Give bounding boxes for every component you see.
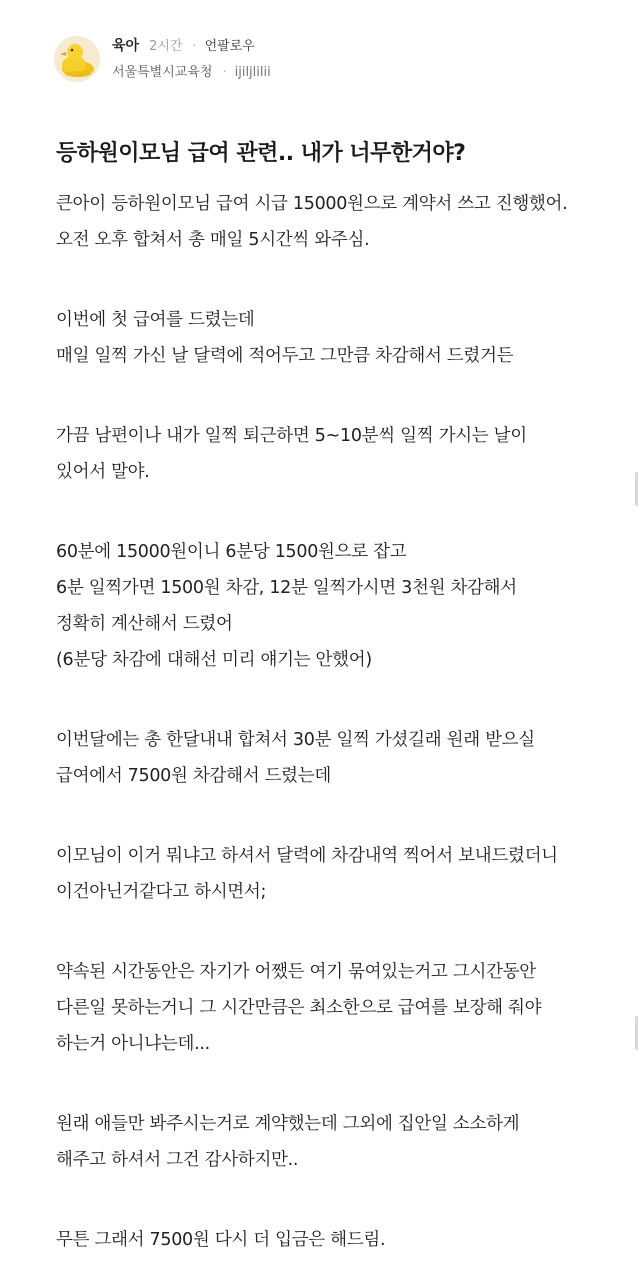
body-line: 큰아이 등하원이모님 급여 시급 15000원으로 계약서 쓰고 진행했어. bbox=[56, 194, 568, 214]
body-line: 이번에 첫 급여를 드렸는데 bbox=[56, 310, 255, 330]
post-header bbox=[54, 36, 614, 86]
body-line: 다른일 못하는거니 그 시간만큼은 최소한으로 급여를 보장해 줘야 bbox=[56, 998, 542, 1018]
paragraph bbox=[56, 838, 616, 910]
body-line: 급여에서 7500원 차감해서 드렸는데 bbox=[56, 766, 331, 786]
body-line: 6분 일찍가면 1500원 차감, 12분 일찍가시면 3천원 차감해서 bbox=[56, 578, 517, 598]
body-line: 이모님이 이거 뭐냐고 하셔서 달력에 차감내역 찍어서 보내드렸더니 bbox=[56, 846, 558, 866]
body-line: 가끔 남편이나 내가 일찍 퇴근하면 5~10분씩 일찍 가시는 날이 bbox=[56, 426, 527, 446]
body-line: 오전 오후 합쳐서 총 매일 5시간씩 와주심. bbox=[56, 230, 370, 250]
body-line: 약속된 시간동안은 자기가 어쨌든 여기 묶여있는거고 그시간동안 bbox=[56, 962, 536, 982]
paragraph bbox=[56, 418, 616, 490]
body-line: 해주고 하셔서 그건 감사하지만.. bbox=[56, 1150, 299, 1170]
paragraph bbox=[56, 722, 616, 794]
paragraph bbox=[56, 1106, 616, 1178]
separator-dot: · bbox=[222, 65, 227, 80]
post-body bbox=[56, 186, 616, 1258]
body-line: 원래 애들만 봐주시는거로 계약했는데 그외에 집안일 소소하게 bbox=[56, 1114, 520, 1134]
paragraph bbox=[56, 954, 616, 1062]
meta-line-bottom bbox=[112, 63, 271, 83]
unfollow-button[interactable]: 언팔로우 bbox=[204, 39, 255, 54]
category-label[interactable]: 육아 bbox=[112, 38, 140, 54]
author-organization: 서울특별시교육청 bbox=[112, 65, 213, 80]
body-line: 정확히 계산해서 드렸어 bbox=[56, 614, 233, 634]
paragraph bbox=[56, 534, 616, 678]
post-time: 2시간 bbox=[149, 39, 183, 54]
body-line: 60분에 15000원이니 6분당 1500원으로 잡고 bbox=[56, 542, 407, 562]
paragraph bbox=[56, 186, 616, 258]
separator-dot: · bbox=[192, 39, 197, 54]
duck-icon[interactable] bbox=[54, 36, 100, 82]
body-line: 하는거 아니냐는데... bbox=[56, 1034, 210, 1054]
body-line: 무튼 그래서 7500원 다시 더 입금은 해드림. bbox=[56, 1230, 386, 1250]
scrollbar-thumb[interactable] bbox=[635, 1016, 638, 1050]
author-nickname[interactable]: ijiljlilii bbox=[234, 65, 271, 80]
body-line: (6분당 차감에 대해선 미리 얘기는 안했어) bbox=[56, 650, 372, 670]
body-line: 이번달에는 총 한달내내 합쳐서 30분 일찍 가셨길래 원래 받으실 bbox=[56, 730, 535, 750]
post-title: 등하원이모님 급여 관련.. 내가 너무한거야? bbox=[56, 141, 466, 166]
body-line: 이건아닌거같다고 하시면서; bbox=[56, 882, 267, 902]
body-line: 매일 일찍 가신 날 달력에 적어두고 그만큼 차감해서 드렸거든 bbox=[56, 346, 514, 366]
meta-line-top bbox=[112, 36, 255, 56]
paragraph bbox=[56, 302, 616, 374]
body-line: 있어서 말야. bbox=[56, 462, 150, 482]
scrollbar-thumb[interactable] bbox=[635, 472, 638, 506]
paragraph bbox=[56, 1222, 616, 1258]
